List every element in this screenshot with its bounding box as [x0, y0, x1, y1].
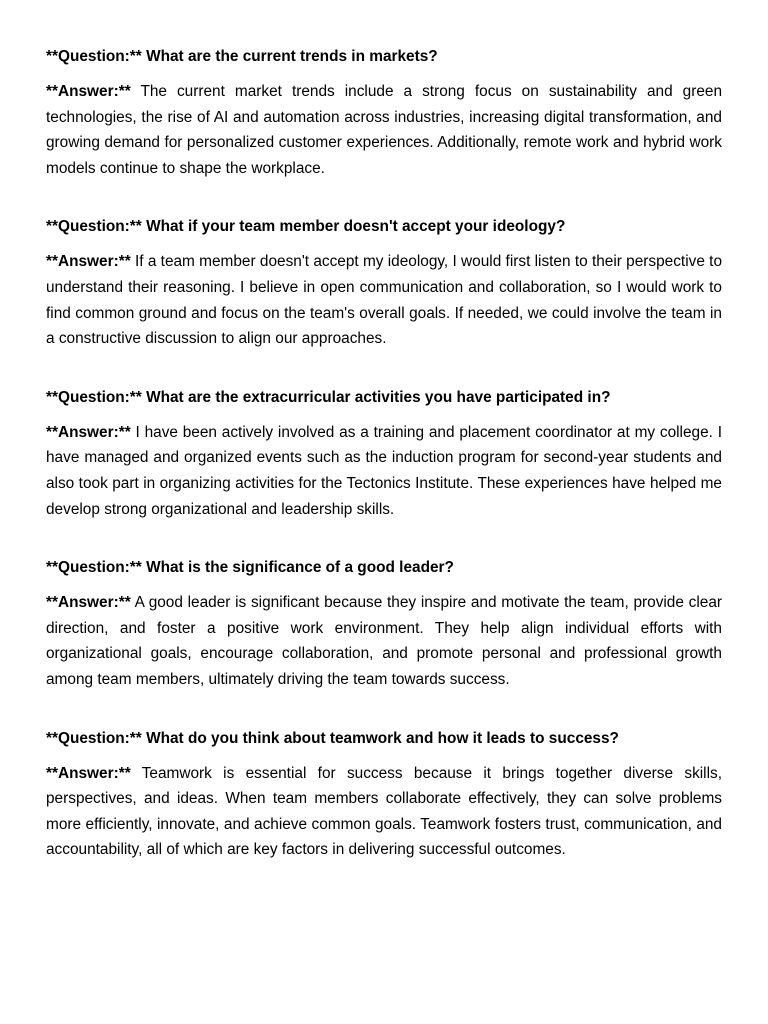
- answer-4: [46, 590, 722, 692]
- answer-prefix: **Answer:**: [46, 764, 131, 782]
- question-1: [46, 44, 722, 69]
- question-prefix: **Question:**: [46, 559, 142, 577]
- answer-text: I have been actively involved as a training and placement coordinator at my college. I have managed and organized events such as the induction program for second-year students and also took part in organizing activities for the Tectonics Institute. These experiences have helped me develop strong organizational and leadership skills.: [46, 423, 722, 518]
- answer-text: The current market trends include a strong focus on sustainability and green technologies, the rise of AI and automation across industries, increasing digital transformation, and growing demand for personalized customer experiences. Additionally, remote work and hybrid work models continue to shape the workplace.: [46, 83, 723, 177]
- question-text: What are the extracurricular activities you have participated in?: [146, 388, 611, 406]
- question-2: [46, 214, 722, 239]
- answer-3: [46, 420, 722, 522]
- answer-text: If a team member doesn't accept my ideology, I would first listen to their perspective to understand their reasoning. I believe in open communication and collaboration, so I would work to find common ground and focus on the team's overall goals. If needed, we could involve the team in a constructive discussion to align our approaches.: [46, 253, 722, 348]
- answer-prefix: **Answer:**: [46, 253, 131, 271]
- question-5: [46, 726, 722, 751]
- question-prefix: **Question:**: [46, 218, 142, 236]
- qa-block-2: [46, 214, 722, 351]
- question-text: What are the current trends in markets?: [146, 48, 438, 65]
- answer-5: [46, 761, 722, 863]
- question-prefix: **Question:**: [46, 729, 142, 747]
- question-3: [46, 385, 722, 410]
- answer-text: Teamwork is essential for success because it brings together diverse skills, perspectives, and ideas. When team members collaborate effectively, they can solve problems more efficiently, innovate, and achieve common goals. Teamwork fosters trust, communication, and accountability, all of which are key factors in delivering successful outcomes.: [46, 764, 722, 859]
- answer-1: [46, 79, 722, 181]
- qa-block-4: [46, 555, 722, 692]
- qa-block-3: [46, 385, 722, 522]
- question-text: What is the significance of a good leader?: [146, 559, 454, 577]
- answer-prefix: **Answer:**: [46, 83, 131, 100]
- question-prefix: **Question:**: [46, 48, 142, 65]
- question-text: What do you think about teamwork and how it leads to success?: [146, 729, 619, 747]
- question-4: [46, 555, 722, 580]
- qa-block-1: [46, 44, 722, 181]
- answer-text: A good leader is significant because they inspire and motivate the team, provide clear direction, and foster a positive work environment. They help align individual efforts with organizational goals, encourage collaboration, and promote personal and professional growth among team members, ultimately driving the team towards success.: [46, 594, 722, 688]
- answer-2: [46, 249, 722, 351]
- answer-prefix: **Answer:**: [46, 423, 131, 441]
- question-prefix: **Question:**: [46, 388, 142, 406]
- question-text: What if your team member doesn't accept your ideology?: [146, 218, 566, 236]
- qa-block-5: [46, 726, 722, 863]
- answer-prefix: **Answer:**: [46, 594, 131, 612]
